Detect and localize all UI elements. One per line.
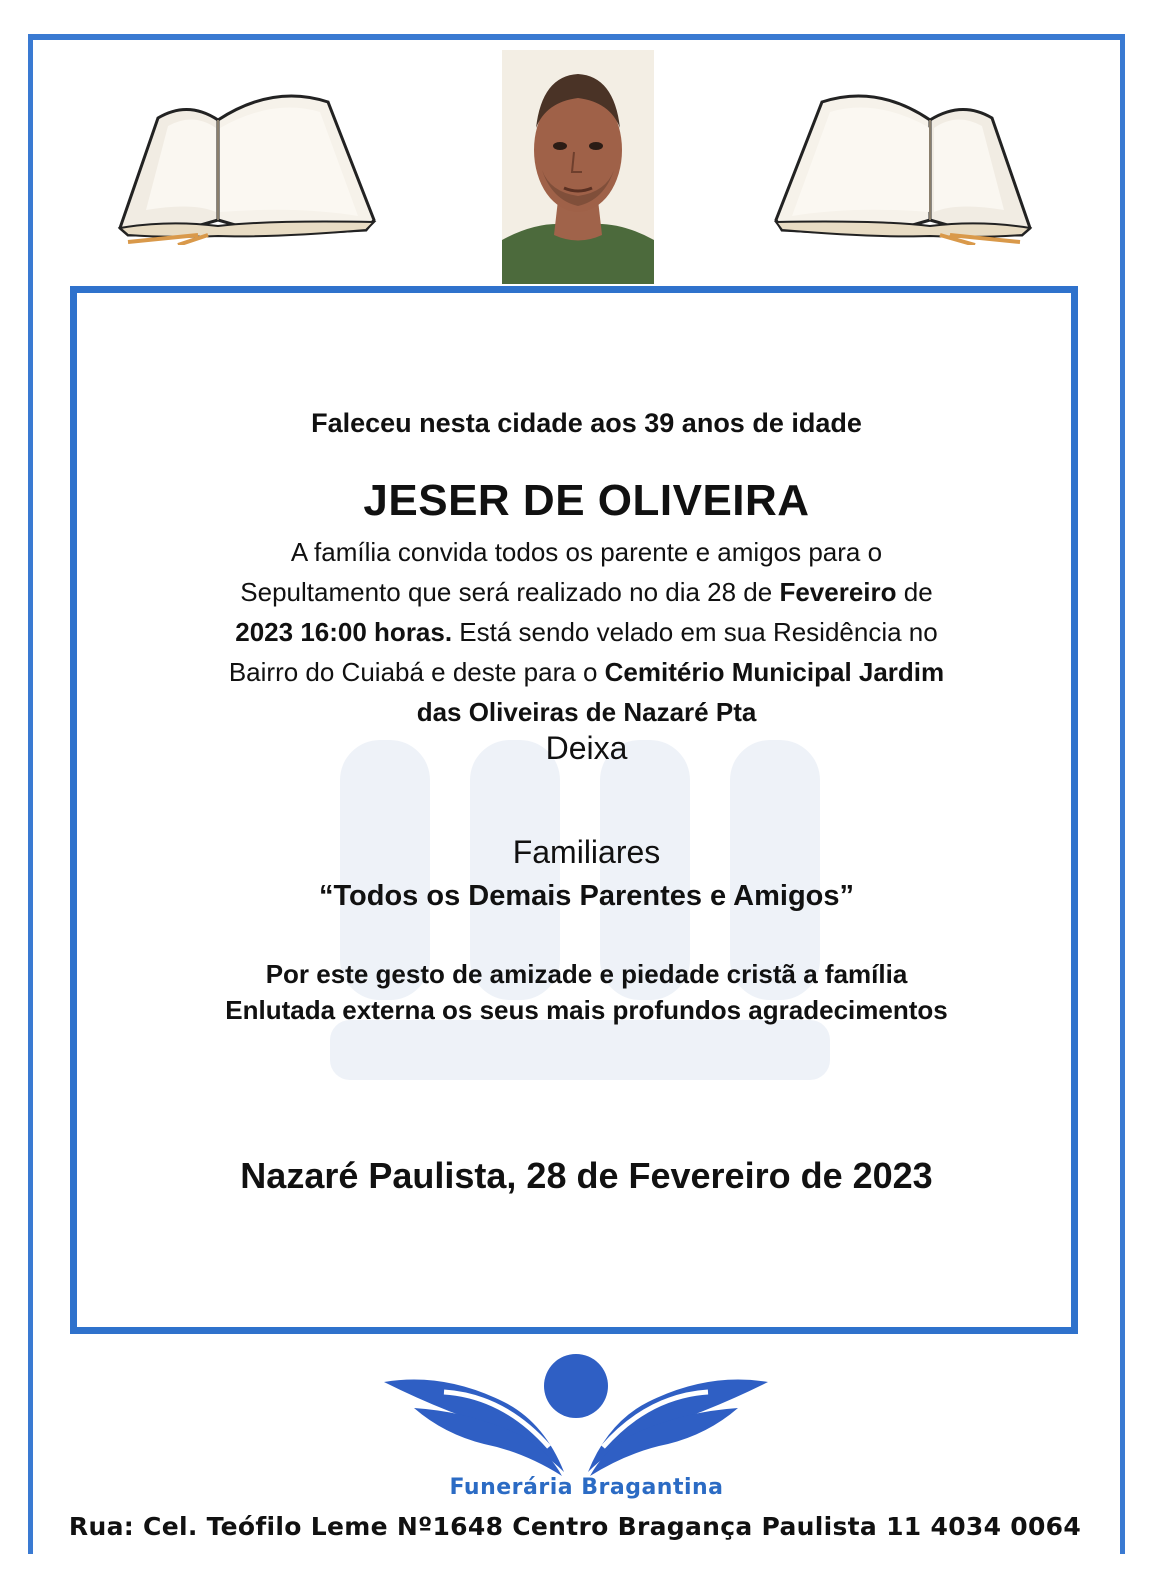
thanks-line: Enlutada externa os seus mais profundos agradecimentos — [225, 995, 948, 1025]
details-line: Bairro do Cuiabá e deste para o Cemitério Municipal Jardim — [228, 657, 945, 687]
open-bible-icon — [58, 70, 380, 245]
place-date: Nazaré Paulista, 28 de Fevereiro de 2023 — [240, 1155, 933, 1196]
details-line: A família convida todos os parente e amigos para o — [290, 537, 883, 567]
funeral-home-address: Rua: Cel. Teófilo Leme Nº1648 Centro Bragança Paulista 11 4034 0064 — [68, 1512, 1082, 1541]
thanks-line: Por este gesto de amizade e piedade cristã a família — [265, 959, 908, 989]
funeral-details — [0, 532, 1173, 732]
funeraria-logo — [384, 1352, 768, 1478]
familiares-label: Familiares — [512, 834, 661, 870]
deixa-label: Deixa — [545, 730, 628, 766]
details-line: das Oliveiras de Nazaré Pta — [416, 697, 757, 727]
portrait-photo — [502, 50, 654, 284]
open-bible-icon — [770, 70, 1092, 245]
details-line: 2023 16:00 horas. Está sendo velado em sua Residência no — [235, 617, 938, 647]
funeral-home-name: Funerária Bragantina — [449, 1475, 724, 1500]
details-line: Sepultamento que será realizado no dia 28 de Fevereiro de — [240, 577, 933, 607]
intro-text: Faleceu nesta cidade aos 39 anos de idade — [311, 408, 862, 438]
deceased-name: JESER DE OLIVEIRA — [363, 476, 810, 525]
thanks-message — [0, 956, 1173, 1028]
demais-parentes: “Todos os Demais Parentes e Amigos” — [318, 880, 855, 912]
